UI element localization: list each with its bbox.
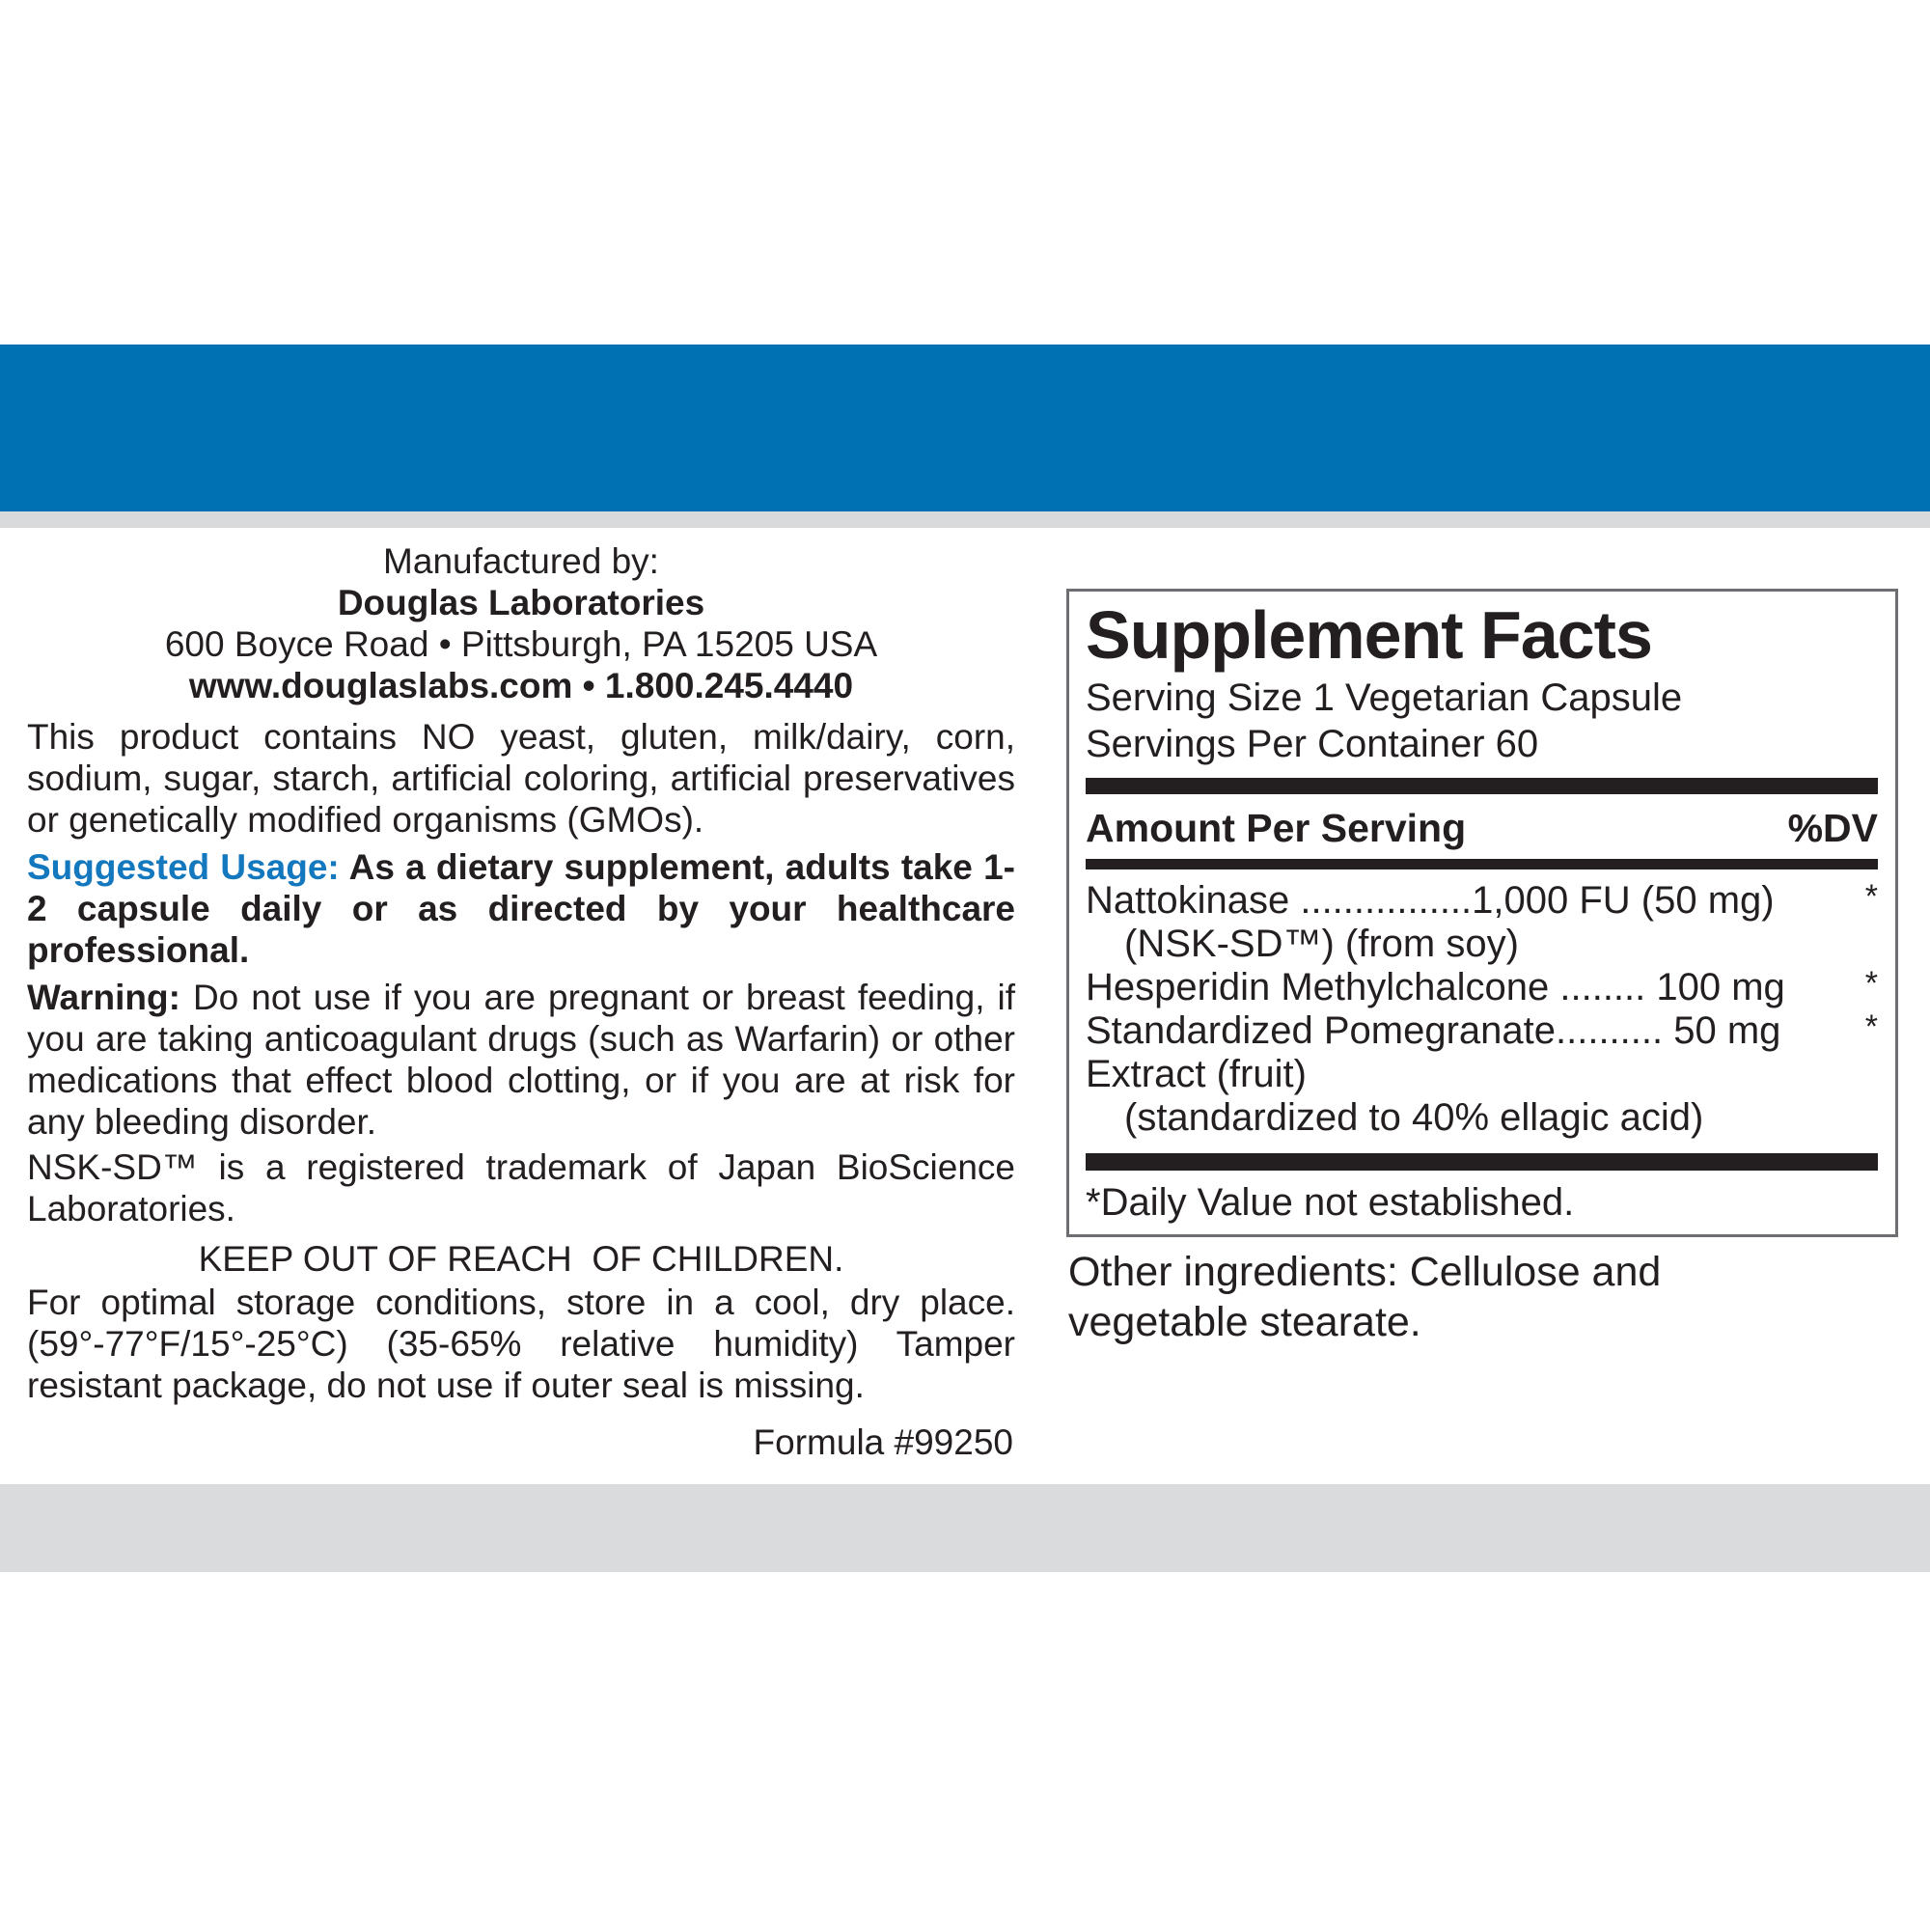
trademark-note: NSK-SD™ is a registered trademark of Japan BioScience Laboratories. <box>27 1147 1015 1228</box>
dv-asterisk: * <box>1864 965 1878 1002</box>
suggested-usage <box>27 846 1015 971</box>
suggested-usage-text: As a dietary supplement, adults take 1-2 capsule daily or as directed by your healthcare professional. <box>27 847 1015 970</box>
warning <box>27 977 1015 1143</box>
serving-size: Serving Size 1 Vegetarian Capsule <box>1086 676 1683 719</box>
divider-strip <box>0 511 1930 528</box>
manufacturer-block <box>27 540 1015 706</box>
blue-banner <box>0 345 1930 511</box>
ingredient-row-pomegranate: Standardized Pomegranate.......... 50 mg * <box>1086 1009 1878 1053</box>
ingredient-row-standardized: (standardized to 40% ellagic acid) <box>1124 1096 1704 1139</box>
manufacturer-contact: www.douglaslabs.com • 1.800.245.4440 <box>188 666 854 705</box>
bottom-gray-bar <box>0 1484 1930 1572</box>
ingredient-row-nattokinase: Nattokinase ................1,000 FU (50 mg) * <box>1086 879 1878 923</box>
dv-header-label: %DV <box>1787 806 1878 850</box>
contains-statement: This product contains NO yeast, gluten, milk/dairy, corn, sodium, sugar, starch, artificial coloring, artificial preservatives or genetically modified organisms (GMOs). <box>27 717 1015 840</box>
supplement-facts-title: Supplement Facts <box>1086 597 1652 673</box>
formula-number: Formula #99250 <box>753 1422 1013 1462</box>
ingredient-row-extract: Extract (fruit) <box>1086 1053 1307 1095</box>
manufacturer-address: 600 Boyce Road • Pittsburgh, PA 15205 USA <box>164 624 878 664</box>
amount-header-row <box>1086 806 1878 850</box>
warning-label: Warning: <box>27 978 180 1017</box>
dv-asterisk: * <box>1864 1008 1878 1045</box>
manufacturer-name: Douglas Laboratories <box>337 583 705 622</box>
ingredient-row-hesperidin: Hesperidin Methylchalcone ........ 100 mg * <box>1086 966 1878 1009</box>
divider-thick-top <box>1086 778 1878 794</box>
dv-asterisk: * <box>1864 878 1878 915</box>
divider-thick-bottom <box>1086 1153 1878 1171</box>
keep-out-notice: KEEP OUT OF REACH OF CHILDREN. <box>198 1239 844 1279</box>
servings-per-container: Servings Per Container 60 <box>1086 723 1539 765</box>
supplement-facts-box <box>1066 589 1898 1237</box>
left-column <box>27 540 1015 1463</box>
warning-text: Do not use if you are pregnant or breast feeding, if you are taking anticoagulant drugs (such as Warfarin) or other medications that effect blood clotting, or if you are at risk for any bleeding disorder. <box>27 978 1015 1142</box>
suggested-usage-label: Suggested Usage: <box>27 847 340 887</box>
ingredient-row-nsk-sd: (NSK-SD™) (from soy) <box>1124 923 1519 965</box>
other-ingredients: Other ingredients: Cellulose and vegetable stearate. <box>1068 1249 1662 1345</box>
manufacturer-heading: Manufactured by: <box>383 541 659 581</box>
dv-footnote: *Daily Value not established. <box>1086 1181 1575 1224</box>
divider-medium <box>1086 859 1878 869</box>
amount-per-serving-label: Amount Per Serving <box>1086 806 1467 850</box>
storage-instructions: For optimal storage conditions, store in a cool, dry place. (59°-77°F/15°-25°C) (35-65% relative humidity) Tamper resistant package, do not use if outer seal is missing. <box>27 1283 1015 1405</box>
